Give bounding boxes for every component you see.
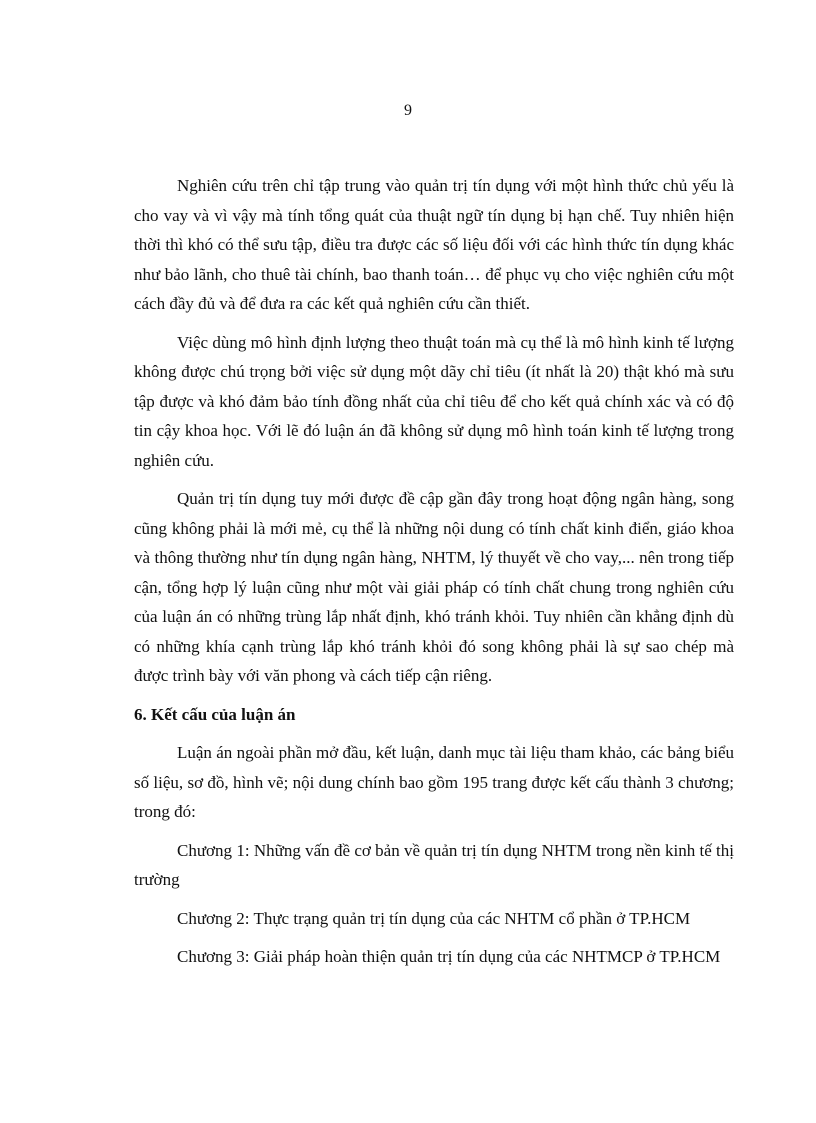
section-intro: Luận án ngoài phần mở đầu, kết luận, danh mục tài liệu tham khảo, các bảng biểu số liệu, sơ đồ, hình vẽ; nội dung chính bao gồm 195 trang được kết cấu thành 3 chương; trong đó: <box>134 743 734 821</box>
section-heading: 6. Kết cấu của luận án <box>134 704 296 724</box>
chapter-item-2: Chương 2: Thực trạng quản trị tín dụng của các NHTM cổ phần ở TP.HCM <box>177 908 691 928</box>
page-number: 9 <box>404 102 412 119</box>
page-content <box>134 171 734 981</box>
paragraph-quantitative-model: Việc dùng mô hình định lượng theo thuật toán mà cụ thể là mô hình kinh tế lượng không được chú trọng bởi việc sử dụng một dãy chỉ tiêu (ít nhất là 20) thật khó mà sưu tập được và khó đảm bảo tính đồng nhất của chỉ tiêu để cho kết quả chính xác và có độ tin cậy khoa học. Với lẽ đó luận án đã không sử dụng mô hình toán kinh tế lượng trong nghiên cứu. <box>134 332 734 470</box>
paragraph-research-scope: Nghiên cứu trên chỉ tập trung vào quản trị tín dụng với một hình thức chủ yếu là cho vay và vì vậy mà tính tổng quát của thuật ngữ tín dụng bị hạn chế. Tuy nhiên hiện thời thì khó có thể sưu tập, điều tra được các số liệu đối với các hình thức tín dụng khác như bảo lãnh, cho thuê tài chính, bao thanh toán… để phục vụ cho việc nghiên cứu một cách đầy đủ và để đưa ra các kết quả nghiên cứu cần thiết. <box>134 176 734 313</box>
chapter-item-1: Chương 1: Những vấn đề cơ bản về quản trị tín dụng NHTM trong nền kinh tế thị trường <box>134 840 734 889</box>
chapter-item-3: Chương 3: Giải pháp hoàn thiện quản trị tín dụng của các NHTMCP ở TP.HCM <box>177 947 721 966</box>
paragraph-overlap-note: Quản trị tín dụng tuy mới được đề cập gần đây trong hoạt động ngân hàng, song cũng không phải là mới mẻ, cụ thể là những nội dung có tính chất kinh điển, giáo khoa và thông thường như tín dụng ngân hàng, NHTM, lý thuyết về cho vay,... nên trong tiếp cận, tổng hợp lý luận cũng như một vài giải pháp có tính chất chung trong nghiên cứu của luận án có những trùng lắp nhất định, khó tránh khỏi. Tuy nhiên cần khẳng định dù có những khía cạnh trùng lắp khó tránh khỏi đó song không phải là sự sao chép mà được trình bày với văn phong và cách tiếp cận riêng. <box>134 489 734 685</box>
